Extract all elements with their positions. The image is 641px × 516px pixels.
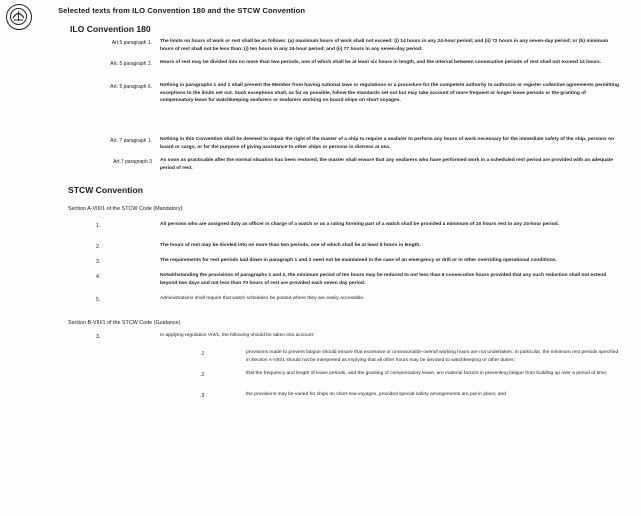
document-title: Selected texts from ILO Convention 180 and the STCW Convention — [58, 6, 306, 15]
ilo-article-text: Hours of rest may be divided into no more than two periods, one of which shall be at least six hours in length, and the interval between consecutive periods of rest shall not exceed 14 hours. — [160, 60, 602, 65]
ilo-article-text: As soon as practicable after the normal situation has been restored, the master shall ensure that any seafarers who have performed work in a scheduled rest period are provided with an adequate period of rest. — [160, 158, 614, 171]
ilo-article-ref: Art. 5 paragraph 6. — [110, 84, 152, 90]
sub-item-number: .3 — [200, 393, 205, 399]
list-item-number: 4. — [96, 274, 101, 280]
stcw-heading: STCW Convention — [68, 185, 143, 195]
list-item-text: Administrations shall require that watch schedules be posted where they are easily accessible. — [160, 296, 365, 301]
sub-item-text: the provisions may be varied for ships on short-sea voyages, provided special safety arrangements are put in place; and — [246, 392, 506, 397]
ilo-article-text: Nothing in paragraphs 1 and 2 shall prevent the Member from having national laws or regulations or a procedure for the competent authority to authorize or register collective agreements permitting exceptions to the limits set out. Such exceptions shall, as far as possible, follow the standards set out but may take account of more frequent or longer leave periods or the granting of compensatory leave for watchkeeping seafarers or seafarers working on board ships on short voyages. — [160, 83, 619, 103]
sub-item-text: that the frequency and length of leave periods, and the granting of compensatory leave, are material factors in preventing fatigue from building up over a period of time; — [246, 371, 608, 376]
list-item-text: The hours of rest may be divided into no more than two periods, one of which shall be at least 6 hours in length. — [160, 243, 421, 248]
list-item-number: 3. — [96, 259, 101, 265]
sub-item-number: .2 — [200, 372, 205, 378]
ilo-article-ref: Art. 7 paragraph 1. — [110, 138, 152, 144]
sub-item-text: provisions made to prevent fatigue should ensure that excessive or unreasonable overall working hours are not undertaken. In particular, the minimum rest periods specified in Section A-VIII/1 should not be interpreted as implying that all other hours may be devoted to watchkeeping or other duties; — [246, 350, 619, 363]
emblem-logo — [6, 4, 32, 30]
list-item-text: The requirements for rest periods laid down in paragraph 1 and 2 need not be maintained in the case of an emergency or drill or in other overriding operational conditions. — [160, 258, 557, 263]
sub-item-number: .1 — [200, 351, 205, 357]
ilo-article-ref: Art.5 paragraph 1. — [111, 40, 152, 46]
section-a-title: Section A-VIII/1 of the STCW Code (Mandatory) — [68, 206, 183, 212]
ilo-article-text: The limits on hours of work or rest shall be as follows: (a) maximum hours of work shall not exceed: (i) 14 hours in any 24-hour period; and (ii) 72 hours in any seven-day period; or (b) minimum hours of rest shall not be less than: (i) ten hours in any 24-hour period; and (ii) 77 hours in any seven-day period. — [160, 39, 609, 52]
list-item-number: 3. — [96, 334, 101, 340]
emblem-logo-icon — [7, 5, 30, 28]
ilo-article-text: Nothing in this Convention shall be deemed to impair the right of the master of a ship to require a seafarer to perform any hours of work necessary for the immediate safety of the ship, persons on board or cargo, or for the purpose of giving assistance to other ships or persons in distress at sea. — [160, 137, 615, 150]
list-item-number: 1. — [96, 223, 101, 229]
list-item-number: 5. — [96, 297, 101, 303]
ilo-heading: ILO Convention 180 — [70, 24, 151, 34]
section-b-title: Section B-VIII/1 of the STCW Code (Guidance) — [68, 320, 181, 326]
list-item-text: Notwithstanding the provisions of paragraphs 1 and 2, the minimum period of ten hours may be reduced to not less than 6 consecutive hours provided that any such reduction shall not extend beyond two days and not less than 70 hours of rest are provided each seven day period. — [160, 273, 607, 286]
ilo-article-ref: Art.7 paragraph 3 — [113, 159, 152, 165]
list-item-number: 2. — [96, 244, 101, 250]
list-item-text: All persons who are assigned duty as officer in charge of a watch or as a rating forming part of a watch shall be provided a minimum of 10 hours rest in any 24-hour period. — [160, 222, 559, 227]
ilo-article-ref: Art. 5 paragraph 2. — [110, 61, 152, 67]
section-b-intro: In applying regulation VIII/1, the following should be taken into account: — [160, 333, 315, 338]
